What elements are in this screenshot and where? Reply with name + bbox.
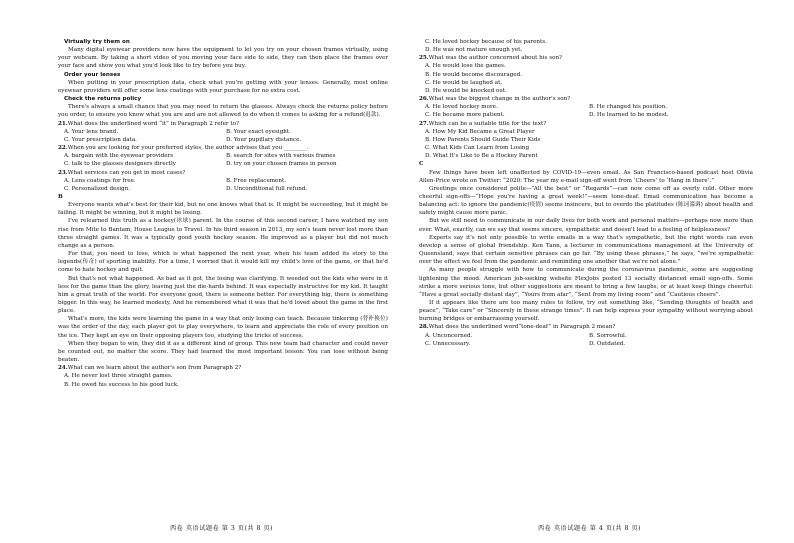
option-d: D. He was not mature enough yet. — [425, 47, 523, 54]
paragraph: When they began to win, they did it as a different kind of group. This new team had character and could never be counted out, no matter the score. They had learned the most important lesson: You can lose without being beaten. — [58, 340, 388, 364]
option-d: D. Your pupillary distance. — [226, 136, 302, 143]
option-a: A. He never lost three straight games. — [64, 373, 173, 380]
question-21 — [58, 120, 388, 144]
question-number: 21. — [58, 120, 68, 127]
question-text: What can we learn about the author's son from Paragraph 2? — [67, 365, 242, 372]
question-22 — [58, 144, 388, 168]
option-d: D. Unconditional full refund. — [226, 185, 308, 192]
paragraph: I've relearned this truth as a hockey(冰球) parent. In the course of this second career, I have watched my son rise from Mite to Bantam, House League to Travel. In his third season in 2013, my son's team never lost more than three straight games. It was a typically good youth hockey season. He improved as a player but did not much change as a person. — [58, 218, 388, 249]
paragraph: Greetings once considered polite—“All the best” or “Regards”—can now come off as overly cold. Other more cheerful sign-offs—“Hope you're having a great week!”—seem tone-deaf. Email communication has become a balancing act: to ignore the pandemic(疫情) seems insincere, but to overdo the platitudes (陈词滥调) about health and safety might cause more panic. — [419, 185, 753, 217]
option-a: A. How My Kid Became a Great Player — [425, 128, 535, 135]
paragraph: But that's not what happened. As bad as it got, the losing was clarifying. It weeded out the kids who were in it less for the game than the glory, leaving just the die-hards behind. It was especially instructive for my kid. It taught him a great truth of the world: For everyone good, there is someone better. For everything big, there is something bigger. In this way, he learned modesty. And he remembered what it was that he'd loved about the game in the first place. — [58, 275, 388, 315]
paragraph: Everyone wants what's best for their kid, but no one knows what that is. It might be succeeding, but it might be failing. It might be winning, but it might be losing. — [58, 202, 388, 217]
option-d: D. What It's Like to Be a Hockey Parent — [425, 153, 538, 160]
paragraph: What's more, the kids were learning the game in a way that only losing can teach. Because tinkering (替补换位) was the order of the day, each player got to play everywhere, to learn and appreciate the role of every position on the ice. They kept an eye on their opposing players too, studying the tricks of success. — [58, 316, 388, 339]
paragraph: For that, you need to lose, which is what happened the next year, when his team added its story to the legends(传奇) of sporting inability. For a time, I worried that it would kill my child's love of the game, or that he'd come to hate hockey and quit. — [58, 251, 388, 274]
option-c: C. Unnecessary. — [425, 340, 471, 347]
paragraph: As many people struggle with how to communicate during the coronavirus pandemic, some are suggesting lightening the mood. American job-seeking website FlexJobs posted 13 socially distanced email sign-offs. Some strike a more serious tone, but other suggestions are meant to bring a few laughs, or at least keep things cheerful: “Have a great socially distant day”, “Yours from afar”, “Sent from my living room” and “Cautious cheers”. — [419, 267, 753, 298]
option-c: C. He became more patient. — [425, 112, 505, 119]
question-text: What was the biggest change in the author's son? — [428, 96, 571, 103]
option-c: C. He loved hockey because of his parents. — [425, 39, 547, 45]
option-c: C. Your prescription data. — [64, 136, 137, 143]
option-d: D. try on your chosen frames in person — [226, 161, 337, 168]
heading-order-lenses: Order your lenses — [64, 71, 121, 78]
option-b: B. Sorrowful. — [589, 332, 627, 339]
option-a: A. Unconcerned. — [425, 332, 473, 339]
section-c-label: C — [419, 161, 424, 168]
question-number: 23. — [58, 169, 68, 176]
page-footer-left: 西卷 英语试题卷 第 3 页(共 8 页) — [170, 525, 274, 532]
question-text: Which can be a suitable title for the text? — [428, 120, 547, 127]
option-a: A. Your lens brand. — [64, 128, 119, 135]
question-number: 28. — [419, 324, 429, 331]
option-b: B. He changed his position. — [589, 104, 667, 111]
left-page — [58, 38, 388, 389]
question-text: What was the author concerned about his son? — [428, 55, 563, 62]
paragraph: But we still need to communicate in our daily lives for both work and personal matters—perhaps now more than ever. What, exactly, can we say that seems sincere, sympathetic and doesn't lead to a feeling of helplessness? — [419, 218, 753, 233]
question-text: What does the underlined word “it” in Paragraph 2 refer to? — [67, 120, 239, 127]
question-text: What does the underlined word“tone-deaf” in Paragraph 2 mean? — [428, 324, 616, 331]
option-b: B. He would become discouraged. — [425, 71, 522, 78]
paragraph: Experts say it's not only possible to write emails in a way that's sympathetic, but the right words can even develop a sense of global friendship. Ken Tann, a lecturer in communications management at the University of Queensland, says that certain sensitive phrases can go far. “By using these phrases,” he says, “we're sympathetic over the effect we feel from the pandemic and reminding one another that we're not alone.” — [419, 234, 753, 266]
option-a: A. Lens coatings for free. — [64, 177, 136, 184]
option-c: C. What Kids Can Learn from Losing — [425, 145, 530, 152]
question-26 — [419, 95, 753, 119]
paragraph: Many digital eyewear providers now have the equipment to let you try on your chosen frames virtually, using your webcam. By taking a short video of you moving your face side to side, they can then place the frames over your face and show you what you'd look like to try before you buy. — [58, 47, 388, 70]
heading-returns-policy: Check the returns policy — [64, 96, 142, 103]
question-number: 25. — [419, 55, 429, 62]
question-number: 26. — [419, 96, 429, 103]
right-page — [419, 38, 753, 348]
section-b-label: B — [58, 193, 63, 200]
option-b: B. How Parents Should Guide Their Kids — [425, 136, 541, 143]
question-23 — [58, 169, 388, 193]
option-d: D. Outdated. — [589, 340, 626, 347]
option-c: C. talk to the glasses designers directly — [64, 161, 176, 168]
question-text: What services can you get in most cases? — [67, 169, 186, 176]
option-b: B. search for sites with various frames — [226, 153, 336, 160]
paragraph: If it appears like there are too many rules to follow, try out something like, “Sending thoughts of health and peace”, “Take care” or “Sincerely in these strange times”. It can help express your sympathy without worrying about burning bridges or embarrassing yourself. — [419, 300, 753, 323]
question-27 — [419, 120, 753, 161]
heading-try-on: Virtually try them on — [64, 39, 130, 45]
option-c: C. He would be laughed at. — [425, 79, 503, 86]
option-a: A. He would lose the games. — [425, 63, 506, 70]
question-number: 22. — [58, 145, 68, 152]
question-number: 27. — [419, 120, 429, 127]
question-25 — [419, 54, 753, 95]
paragraph: Few things have been left unaffected by COVID-19—even email. As San Francisco-based podcast host Olivia Allen-Price wrote on Twitter: “2020: The year my e-mail sign-off went from ‘Cheers’ to ‘Hang in there’.” — [419, 169, 753, 184]
option-d: D. He learned to be modest. — [589, 112, 669, 119]
option-d: D. He would be knocked out. — [425, 87, 507, 94]
question-number: 24. — [58, 365, 68, 372]
paragraph: When putting in your prescription data, check what you're getting with your lenses. Generally, most online eyewear providers will offer some lens coatings with your purchase for no extra cost. — [58, 79, 388, 94]
question-text: When you are looking for your preferred styles, the author advises that you ________. — [67, 145, 309, 152]
page-footer-right: 西卷 英语试题卷 第 4 页(共 8 页) — [538, 525, 642, 532]
option-c: C. Personalized design. — [64, 185, 131, 192]
option-b: B. He owed his success to his good luck. — [64, 381, 179, 388]
paragraph: There's always a small chance that you may need to return the glasses. Always check the returns policy before you order, to ensure you know what you are and are not allowed to do when it comes to asking for a refund(退款). — [58, 104, 388, 119]
question-28 — [419, 323, 753, 347]
option-a: A. He loved hockey more. — [425, 104, 498, 111]
option-b: B. Your exact eyesight. — [226, 128, 291, 135]
option-a: A. bargain with the eyewear providers — [64, 153, 174, 160]
question-24 — [58, 364, 388, 388]
option-b: B. Free replacement. — [226, 177, 286, 184]
